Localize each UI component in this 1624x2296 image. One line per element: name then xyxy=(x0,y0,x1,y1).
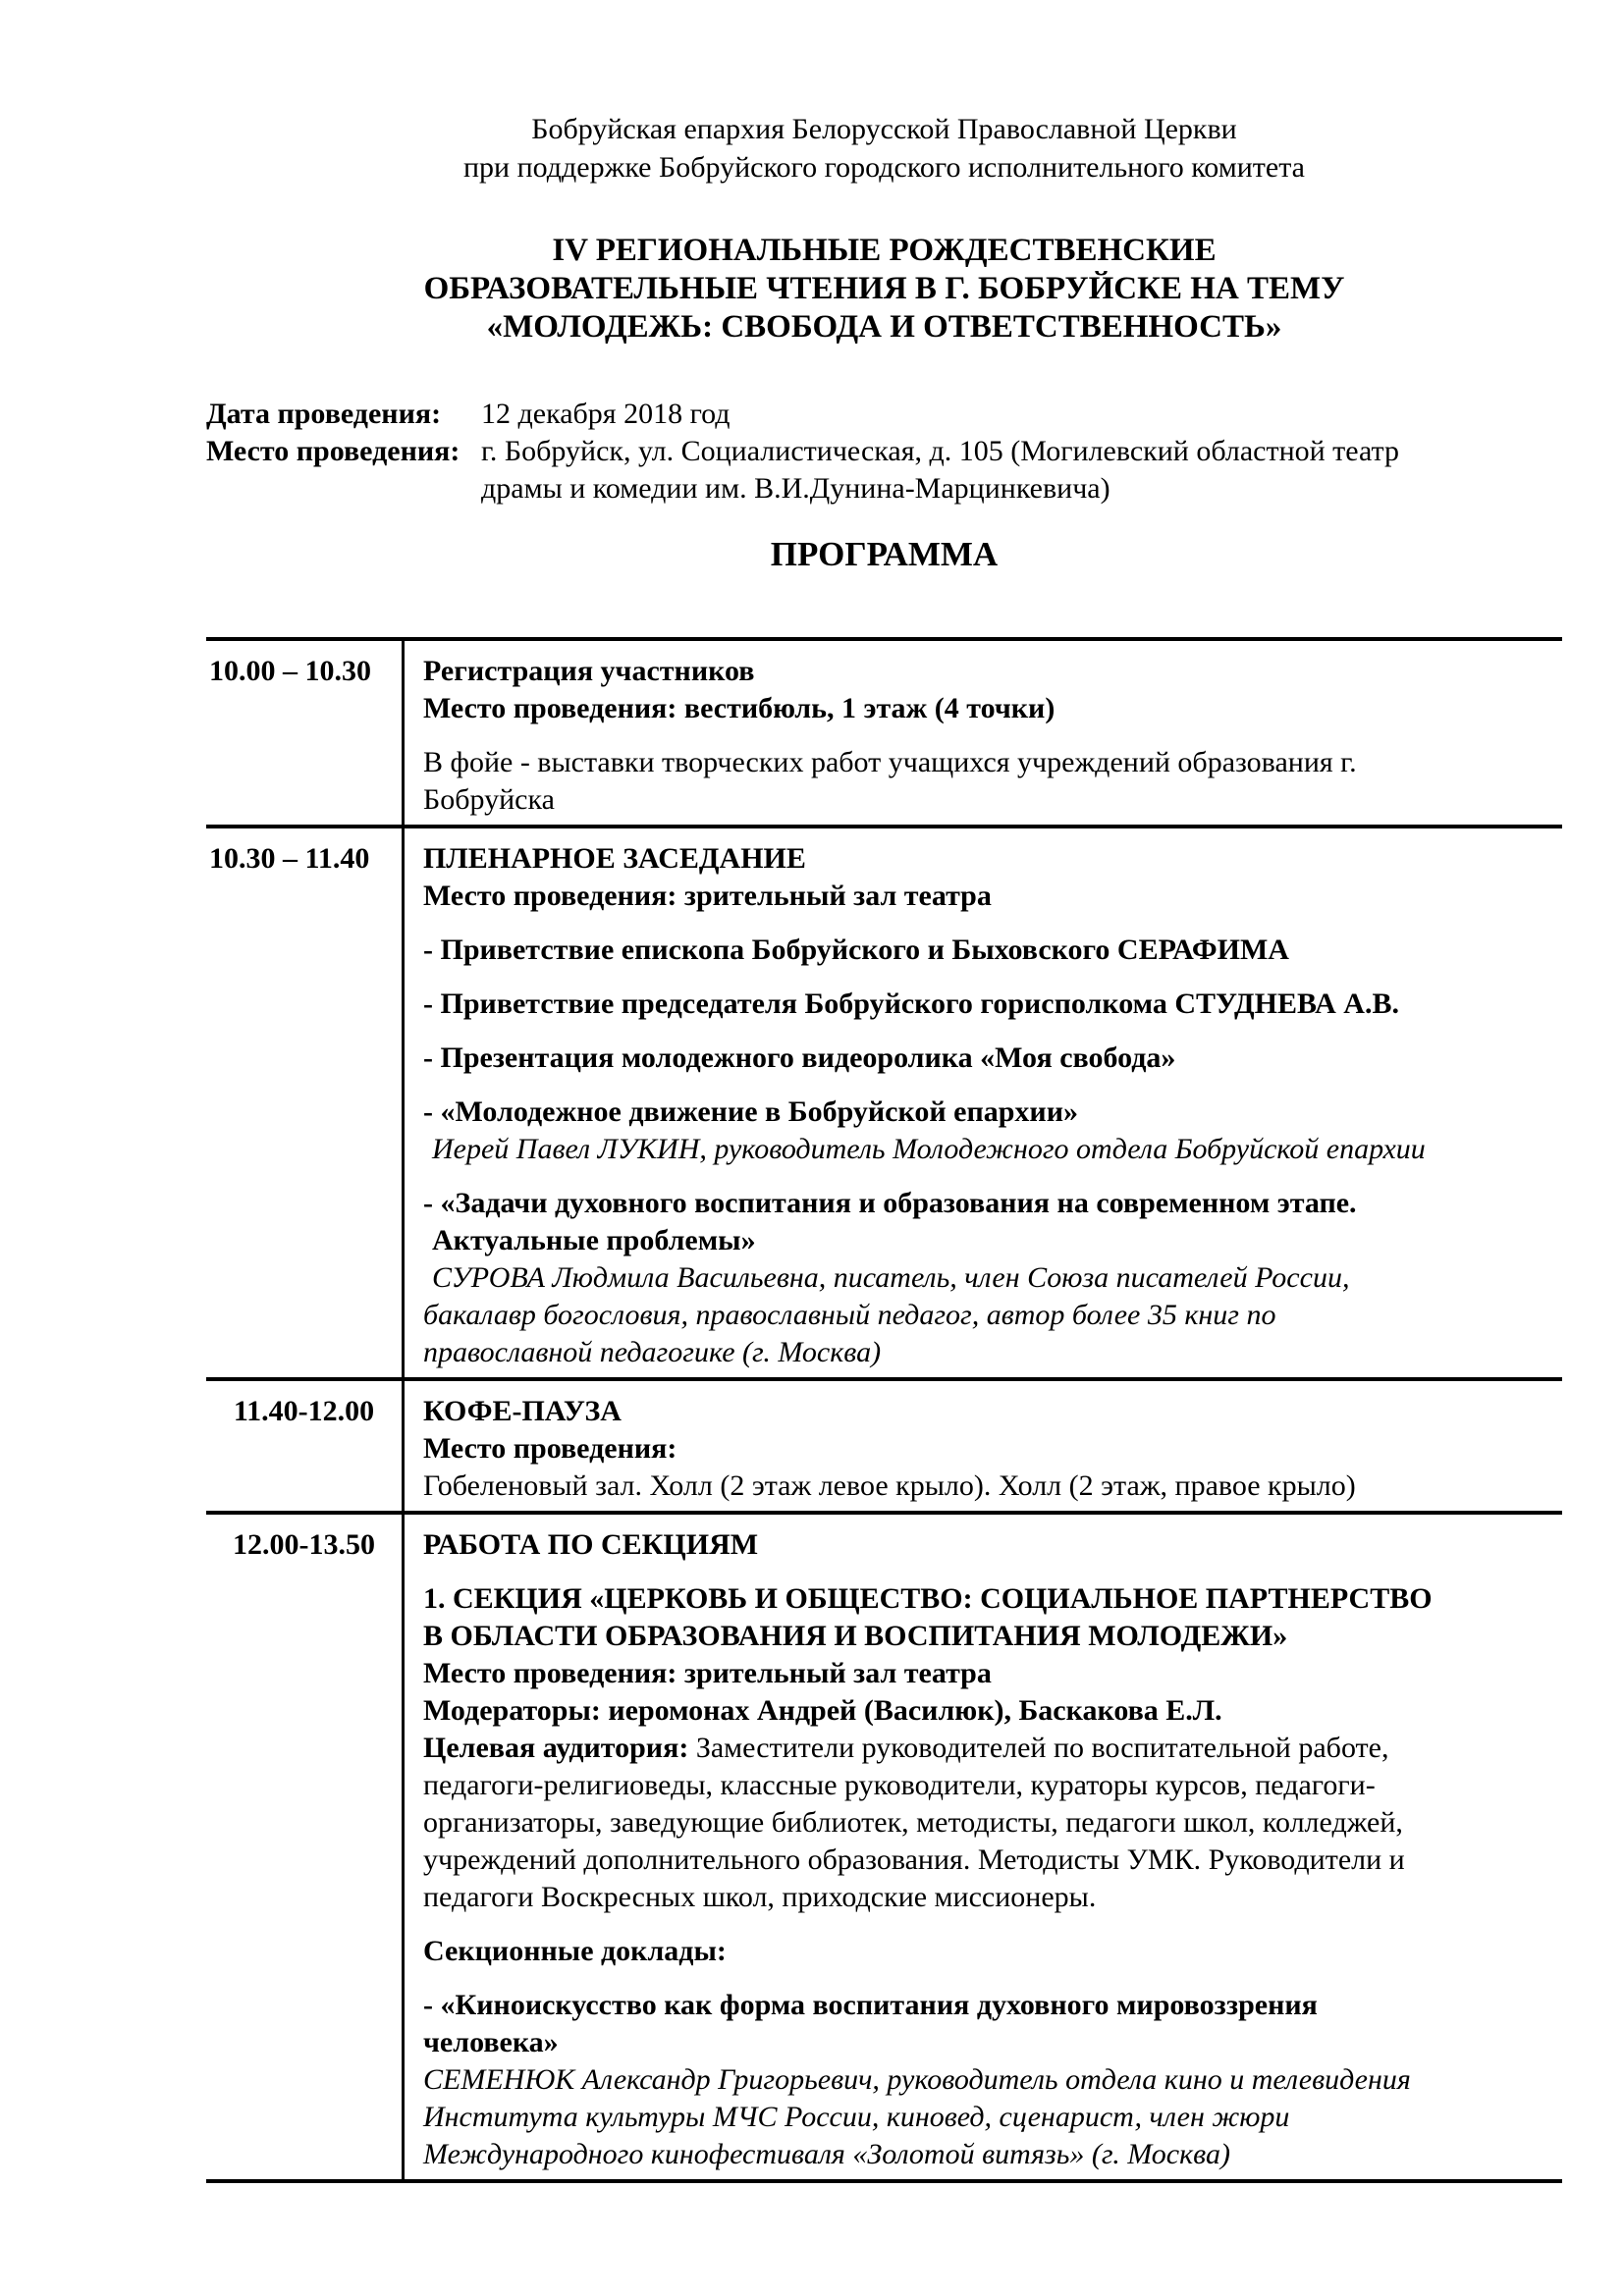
place-value xyxy=(481,433,1562,507)
meta-row-date xyxy=(206,396,1562,433)
paragraph xyxy=(423,1393,1537,1505)
event-meta xyxy=(206,396,1562,507)
text-line: - «Молодежное движение в Бобруйской епархии» xyxy=(423,1095,1079,1128)
session-details xyxy=(402,828,1562,1377)
program-heading: ПРОГРАММА xyxy=(770,535,999,573)
date-value-line: 12 декабря 2018 год xyxy=(481,398,731,430)
text-line: Секционные доклады: xyxy=(423,1935,727,1967)
text-line: - Приветствие епископа Бобруйского и Быховского СЕРАФИМА xyxy=(423,934,1289,966)
place-value-line-1: г. Бобруйск, ул. Социалистическая, д. 105 (Могилевский областной театр xyxy=(481,435,1399,467)
date-label: Дата проведения: xyxy=(206,398,442,430)
text-line: В фойе - выставки творческих работ учащихся учреждений образования г. xyxy=(423,746,1357,778)
text-line: - «Задачи духовного воспитания и образования на современном этапе. xyxy=(423,1187,1357,1219)
text-line: В ОБЛАСТИ ОБРАЗОВАНИЯ И ВОСПИТАНИЯ МОЛОДЕЖИ» xyxy=(423,1620,1288,1652)
time-range: 10.00 – 10.30 xyxy=(209,655,371,687)
text-line: православной педагогике (г. Москва) xyxy=(423,1336,882,1368)
organizer-header xyxy=(206,110,1562,187)
meta-row-place xyxy=(206,433,1562,507)
session-details xyxy=(402,1381,1562,1511)
text-line: Регистрация участников xyxy=(423,655,755,687)
schedule-row xyxy=(206,825,1562,1377)
text-line: Международного кинофестиваля «Золотой витязь» (г. Москва) xyxy=(423,2138,1230,2170)
place-value-line-2: драмы и комедии им. В.И.Дунина-Марцинкевича) xyxy=(481,472,1110,505)
text-line: КОФЕ-ПАУЗА xyxy=(423,1395,622,1427)
paragraph xyxy=(423,1526,1537,1564)
schedule-table xyxy=(206,637,1562,2183)
text-line: ПЛЕНАРНОЕ ЗАСЕДАНИЕ xyxy=(423,842,806,875)
text-line: педагоги Воскресных школ, приходские миссионеры. xyxy=(423,1881,1097,1913)
paragraph xyxy=(423,840,1537,915)
paragraph xyxy=(423,744,1537,819)
text-line: Иерей Павел ЛУКИН, руководитель Молодежного отдела Бобруйской епархии xyxy=(432,1133,1426,1165)
text-line: Место проведения: xyxy=(423,1432,677,1465)
session-details xyxy=(402,641,1562,825)
time-range: 10.30 – 11.40 xyxy=(209,842,370,875)
paragraph xyxy=(423,653,1537,727)
text-line: РАБОТА ПО СЕКЦИЯМ xyxy=(423,1528,759,1561)
inline-bold-label: Целевая аудитория: xyxy=(423,1732,689,1764)
text-line: СУРОВА Людмила Васильевна, писатель, член Союза писателей России, xyxy=(432,1261,1350,1294)
text-line: Актуальные проблемы» xyxy=(432,1224,756,1256)
text-line: Института культуры МЧС России, киновед, сценарист, член жюри xyxy=(423,2101,1290,2133)
schedule-row xyxy=(206,637,1562,825)
title-line-2: ОБРАЗОВАТЕЛЬНЫЕ ЧТЕНИЯ В Г. БОБРУЙСКЕ НА ТЕМУ xyxy=(423,271,1345,306)
text-line: Место проведения: вестибюль, 1 этаж (4 точки) xyxy=(423,692,1056,724)
text-line: - «Киноискусство как форма воспитания духовного мировоззрения xyxy=(423,1989,1318,2021)
place-label: Место проведения: xyxy=(206,435,460,467)
title-line-3: «МОЛОДЕЖЬ: СВОБОДА И ОТВЕТСТВЕННОСТЬ» xyxy=(486,309,1282,345)
text-line: 1. СЕКЦИЯ «ЦЕРКОВЬ И ОБЩЕСТВО: СОЦИАЛЬНОЕ ПАРТНЕРСТВО xyxy=(423,1582,1433,1615)
session-details xyxy=(402,1515,1562,2179)
text-line: учреждений дополнительного образования. Методисты УМК. Руководители и xyxy=(423,1843,1405,1876)
paragraph xyxy=(423,1185,1537,1371)
text-line: Место проведения: зрительный зал театра xyxy=(423,880,992,912)
date-value xyxy=(481,396,1562,433)
text-line: педагоги-религиоведы, классные руководители, кураторы курсов, педагоги- xyxy=(423,1769,1376,1801)
organizer-line-2: при поддержке Бобруйского городского исполнительного комитета xyxy=(462,151,1305,184)
text-line: - Приветствие председателя Бобруйского горисполкома СТУДНЕВА А.В. xyxy=(423,988,1399,1020)
paragraph xyxy=(423,1094,1537,1168)
text-line: бакалавр богословия, православный педагог, автор более 35 книг по xyxy=(423,1299,1276,1331)
text-line: человека» xyxy=(423,2026,559,2058)
paragraph xyxy=(423,1933,1537,1970)
paragraph xyxy=(423,1580,1537,1916)
paragraph xyxy=(423,932,1537,969)
text-line: СЕМЕНЮК Александр Григорьевич, руководитель отдела кино и телевидения xyxy=(423,2063,1411,2096)
time-range: 11.40-12.00 xyxy=(233,1395,375,1427)
text-line: Место проведения: зрительный зал театра xyxy=(423,1657,992,1689)
paragraph xyxy=(423,986,1537,1023)
paragraph xyxy=(423,1987,1537,2173)
text-line: Бобруйска xyxy=(423,783,555,816)
text-line: Модераторы: иеромонах Андрей (Василюк), Баскакова Е.Л. xyxy=(423,1694,1222,1727)
time-range: 12.00-13.50 xyxy=(233,1528,375,1561)
text-line: Целевая аудитория: Заместители руководителей по воспитательной работе, xyxy=(423,1732,1389,1764)
text-line: Гобеленовый зал. Холл (2 этаж левое крыло). Холл (2 этаж, правое крыло) xyxy=(423,1469,1356,1502)
schedule-row xyxy=(206,1377,1562,1511)
paragraph xyxy=(423,1040,1537,1077)
organizer-line-1: Бобруйская епархия Белорусской Православной Церкви xyxy=(531,113,1237,145)
text-line: организаторы, заведующие библиотек, методисты, педагоги школ, колледжей, xyxy=(423,1806,1403,1839)
schedule-row xyxy=(206,1511,1562,2179)
title-line-1: IV РЕГИОНАЛЬНЫЕ РОЖДЕСТВЕНСКИЕ xyxy=(552,233,1217,268)
text-line: - Презентация молодежного видеоролика «Моя свобода» xyxy=(423,1041,1176,1074)
document-title xyxy=(206,232,1562,347)
